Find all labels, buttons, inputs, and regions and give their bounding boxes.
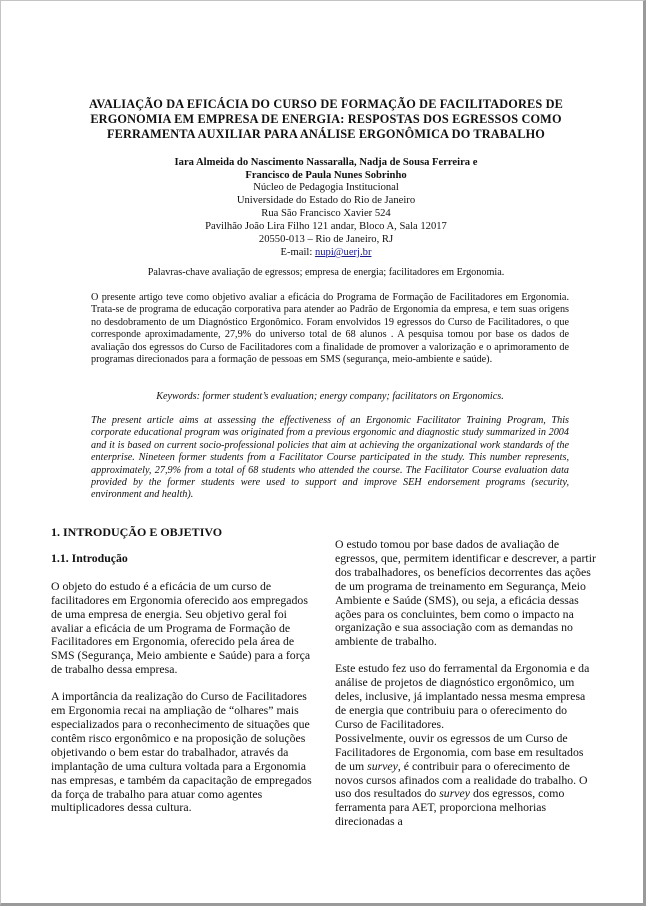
section-heading: 1. INTRODUÇÃO E OBJETIVO xyxy=(51,525,223,539)
body-paragraph: O objeto do estudo é a eficácia de um curso de facilitadores em Ergonomia oferecido aos empregados de uma empresa de energia. Seu objetivo geral foi avaliar a eficácia de um Programa de Formação de Facilitadores em Ergonomia, oferecido pela área de SMS (Segurança, Meio ambiente e Saúde) para a força de trabalho dessa empresa. xyxy=(51,578,311,677)
keywords-english: Keywords: former student’s evaluation; energy company; facilitators on Ergonomics. xyxy=(156,391,504,402)
author-line: Francisco de Paula Nunes Sobrinho xyxy=(245,170,407,181)
abstract-portuguese: O presente artigo teve como objetivo avaliar a eficácia do Programa de Formação de Facilitadores em Ergonomia. Trata-se de programa de educação corporativa para atender ao Padrão de Ergonomia da empresa, e tem suas origens no desdobramento de um Diagnóstico Ergonômico. Foram envolvidos 19 egressos do Curso de Facilitadores, o que corresponde aproximadamente, 27,9% do universo total de 68 alunos . A pesquisa tomou por base os dados de avaliação dos egressos do Curso de Facilitadores com a finalidade de promover a valorização e o aprimoramento de programas direcionados para a formação de pessoas em SMS (segurança, meio-ambiente e saúde). xyxy=(91,292,569,366)
body-paragraph: O estudo tomou por base dados de avaliação de egressos, que, permitem identificar e descrever, a partir dos trabalhadores, os benefícios decorrentes das ações de um programa de treinamento em Segurança, Meio Ambiente e Saúde (SMS), ou seja, a eficácia dessas ações para os concluintes, bem como o impacto na organização e sua associação com as demandas no ambiente de trabalho. xyxy=(335,537,596,649)
body-paragraph: A importância da realização do Curso de Facilitadores em Ergonomia recai na ampliação de “olhares” mais especializados para o reconhecimento de situações que contêm risco ergonômico e na proposição de soluções objetivando o bem estar do trabalhador, através da implantação de uma cultura voltada para a Ergonomia nas empresas, e também da capacitação de empregados da força de trabalho para atuar como agentes multiplicadores dessa cultura. xyxy=(51,689,312,815)
email-label: E-mail: xyxy=(280,247,315,258)
author-line: Iara Almeida do Nascimento Nassaralla, Nadja de Sousa Ferreira e xyxy=(174,157,478,168)
affiliation-line: Pavilhão João Lira Filho 121 andar, Bloco A, Sala 12017 xyxy=(205,221,447,232)
abstract-english: The present article aims at assessing the effectiveness of an Ergonomic Facilitator Training Program, This corporate educational program was originated from a previous ergonomic and diagnostic study summarized in 2004 and it is based on current socio-professional policies that aim at achieving the organizational work standards of the enterprise. Nineteen former students from a Facilitator Course participated in the study. This number represents, approximately, 27,9% from a total of 68 students who attended the course. The Facilitator Course evaluation data provided by the former students were used to support and improve SEH endorsement programs (security, environment and health). xyxy=(91,415,569,501)
author-list xyxy=(81,156,571,182)
affiliation-line: Núcleo de Pedagogia Institucional xyxy=(253,182,399,193)
italic-term: survey xyxy=(367,758,398,773)
left-column xyxy=(51,526,313,828)
italic-term: survey xyxy=(439,786,470,801)
text-run: dos egressos, como ferramenta para AET, proporciona melhorias direcionadas a xyxy=(335,786,565,829)
email-line xyxy=(81,246,571,259)
right-column xyxy=(335,538,597,829)
keywords-portuguese: Palavras-chave avaliação de egressos; empresa de energia; facilitadores em Ergonomia. xyxy=(147,267,505,278)
body-paragraph xyxy=(335,732,597,829)
affiliation-line: 20550-013 – Rio de Janeiro, RJ xyxy=(258,234,394,245)
affiliation-line: Rua São Francisco Xavier 524 xyxy=(261,208,391,219)
body-paragraph: Este estudo fez uso do ferramental da Ergonomia e da análise de projetos de diagnóstico ergonômico, um deles, inclusive, já implantado nessa mesma empresa de energia que contribuiu para o oferecimento do Curso de Facilitadores. xyxy=(335,661,590,731)
affiliation-line: Universidade do Estado do Rio de Janeiro xyxy=(236,195,416,206)
affiliation-block xyxy=(81,181,571,259)
text-run: Possivelmente, ouvir os egressos de um Curso de Facilitadores de Ergonomia, com base em resultados de um xyxy=(335,730,584,773)
email-link[interactable]: nupi@uerj.br xyxy=(314,247,372,258)
text-run: , é contribuir para o oferecimento de novos cursos afinados com a realidade do trabalho. O uso dos resultados do xyxy=(335,758,588,801)
subsection-heading: 1.1. Introdução xyxy=(51,550,128,565)
paper-title: AVALIAÇÃO DA EFICÁCIA DO CURSO DE FORMAÇÃO DE FACILITADORES DE ERGONOMIA EM EMPRESA DE ENERGIA: RESPOSTAS DOS EGRESSOS COMO FERRAMENTA AUXILIAR PARA ANÁLISE ERGONÔMICA DO TRABALHO xyxy=(88,97,564,141)
